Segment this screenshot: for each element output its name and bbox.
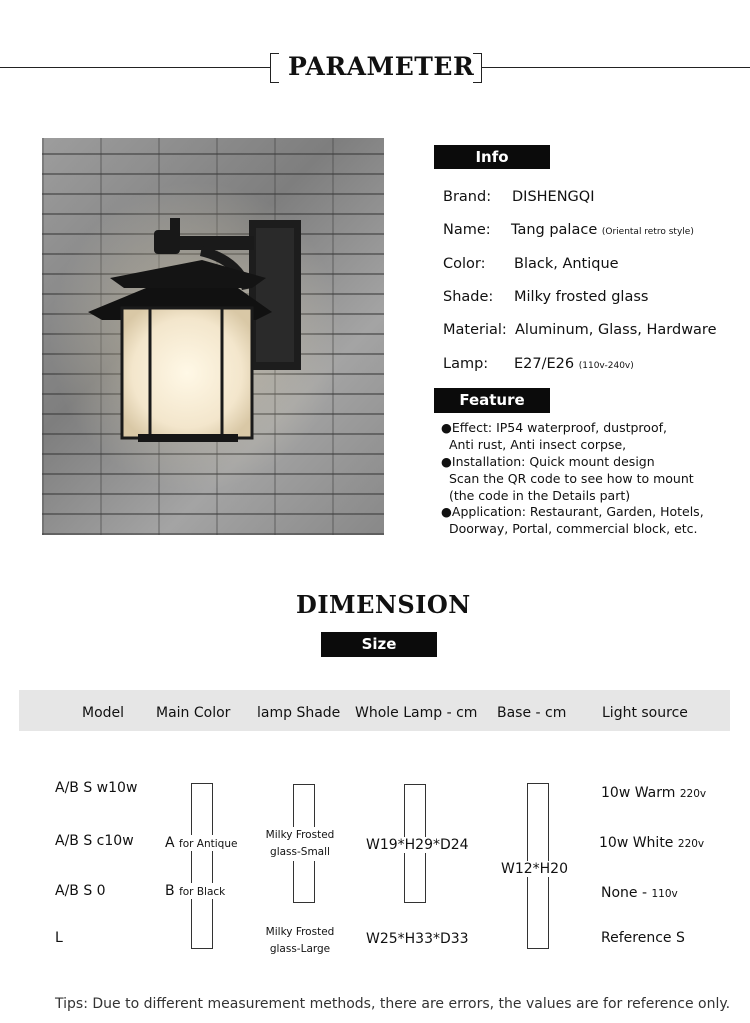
shade-line: glass-Small [270,846,330,858]
model-cell: A/B S w10w [55,780,138,796]
light-main: None - [601,885,648,901]
color-letter: A [165,835,175,851]
parameter-title: PARAMETER [288,52,475,81]
info-key: Color: [443,256,486,272]
info-value: DISHENGQI [512,189,595,205]
light-main: Reference S [601,930,685,946]
feature-line: ●Effect: IP54 waterproof, dustproof, [441,420,667,435]
header-main-color: Main Color [156,705,231,721]
title-bracket-right [473,53,482,83]
light-source-cell [601,930,685,946]
model-cell: A/B S c10w [55,833,134,849]
whole-lamp-small: W19*H29*D24 [366,837,469,853]
shade-line: Milky Frosted [265,829,335,841]
shade-cell-small [262,827,338,861]
wall-lamp-illustration [42,138,384,535]
header-model: Model [82,705,125,721]
base-cell: W12*H20 [501,861,568,877]
header-rule-left [0,67,270,68]
info-row-lamp [443,356,634,372]
header-rule-right [482,67,750,68]
light-sub: 220v [679,788,707,800]
dimension-title: DIMENSION [296,590,471,619]
tips-note: Tips: Due to different measurement methods, there are errors, the values are for reference only. [55,996,731,1012]
color-text: for Black [179,886,226,898]
feature-label: Feature [434,388,550,413]
color-cell-antique [165,835,237,851]
info-key: Brand: [443,189,492,205]
color-letter: B [165,883,175,899]
info-row-shade [443,289,649,305]
header-light-source: Light source [602,705,688,721]
header-whole-lamp: Whole Lamp - cm [355,705,478,721]
color-text: for Antique [179,838,238,850]
info-value: Milky frosted glass [514,289,649,305]
info-key: Name: [443,222,491,238]
light-source-cell [601,785,706,801]
feature-line: ●Application: Restaurant, Garden, Hotels, [441,504,704,519]
feature-line: (the code in the Details part) [441,488,631,503]
info-value: Tang palace [511,222,598,238]
light-source-cell [599,835,704,851]
info-value: E27/E26 [514,356,575,372]
light-main: 10w White [599,835,674,851]
info-key: Material: [443,322,507,338]
light-main: 10w Warm [601,785,676,801]
info-row-name [443,222,694,238]
info-value: Black, Antique [514,256,619,272]
info-value: Aluminum, Glass, Hardware [515,322,717,338]
feature-line: ●Installation: Quick mount design [441,454,655,469]
color-cell-black [165,883,225,899]
feature-line: Doorway, Portal, commercial block, etc. [441,521,698,536]
info-row-color [443,256,619,272]
info-row-material [443,322,717,338]
model-cell: L [55,930,63,946]
info-row-brand [443,189,595,205]
info-key: Lamp: [443,356,489,372]
light-sub: 220v [677,838,705,850]
shade-line: Milky Frosted [265,926,335,938]
shade-cell-large [262,924,338,958]
info-note: (110v-240v) [578,361,634,371]
info-key: Shade: [443,289,494,305]
feature-line: Anti rust, Anti insect corpse, [441,437,627,452]
color-divider-bar [191,783,213,949]
title-bracket-left [270,53,279,83]
info-note: (Oriental retro style) [601,227,694,237]
info-label: Info [434,145,550,169]
header-base: Base - cm [497,705,567,721]
light-sub: 110v [651,888,678,900]
product-photo [42,138,384,535]
whole-lamp-large: W25*H33*D33 [366,931,469,947]
light-source-cell [601,885,678,901]
model-cell: A/B S 0 [55,883,106,899]
size-label: Size [321,632,437,657]
shade-line: glass-Large [269,943,331,955]
header-lamp-shade: lamp Shade [257,705,341,721]
feature-line: Scan the QR code to see how to mount [441,471,694,486]
